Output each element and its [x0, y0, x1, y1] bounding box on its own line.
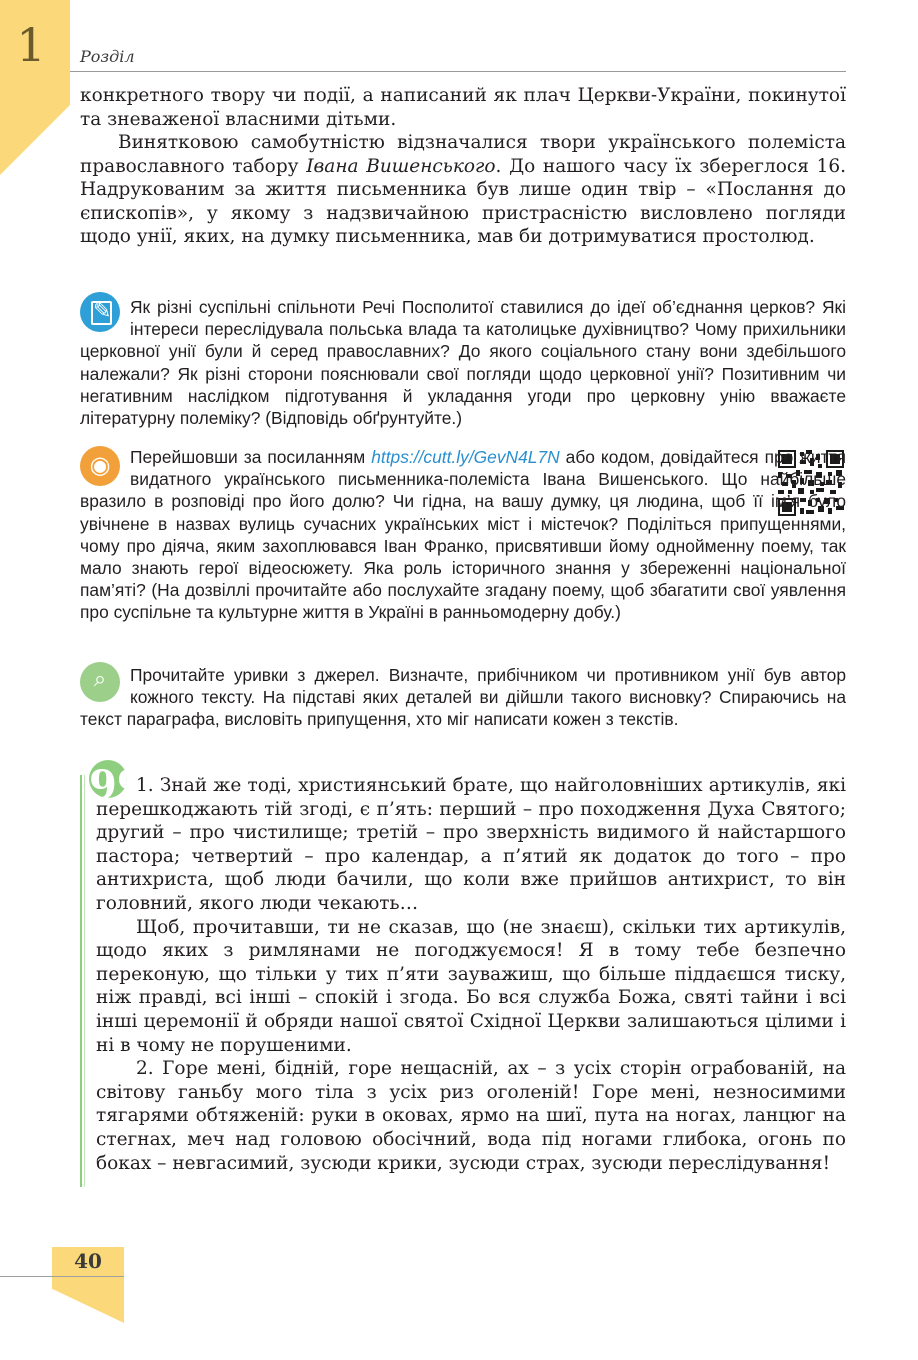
chapter-number: 1: [16, 18, 46, 72]
paragraph: Винятковою самобутністю відзначалися твори українського полеміста православного табору Івана Вишенського. До нашого часу їх збереглося 16. Надрукованим за життя письменника був лише один твір – «Послання до єпископів», у якому з надзвичайною пристрасністю висловлено погляди щодо унії, яких, на думку письменника, мав би дотримуватися простолюд.: [80, 132, 846, 247]
author-name: Івана Вишенського: [306, 155, 496, 177]
quote-paragraph: 1. Знай же тоді, християнський брате, що найголовніших артикулів, які перешкоджають тій згоді, є п’ять: перший – про походження Духа Святого; другий – про чистилище; третій – про зверхність видимого й найстаршого пастора; четвертий – про календар, а п’ятий як додаток до того – про антихриста, щоб люди бачили, що коли вже прийшов антихрист, то він головний, якого люди чекають…: [96, 775, 846, 914]
pen-icon: ✎: [80, 292, 120, 332]
quote-bar-light: [84, 775, 85, 1187]
discussion-task-text: Як різні суспільні спільноти Речі Посполитої ставилися до ідеї об’єднання церков? Які інтереси переслідувала польська влада та католицьке духівництво? Чому прихильники церковної унії були й серед православних? До якого соціального стану вони здебільшого належали? Як різні сторони пояснювали свої погляди щодо церковної унії? Позитивним чи негативним наслідком підготування й укладання угоди про церковну унію вважаєте літературну полеміку? (Відповідь обґрунтуйте.): [80, 297, 846, 429]
sources-task: [80, 664, 846, 731]
web-task: Перейшовши за посиланням https://cutt.ly/GevN4L7N або кодом, довідайтеся про життя видатного українського письменника-полеміста Івана Вишенського. Що найбільше вразило в розповіді про його долю? Чи гідна, на вашу думку, ця людина, щоб її ім’я було увічнене в назвах вулиць сучасних українських міст і містечок? Поділіться припущеннями, чому про діяча, яким захоплювався Іван Франко, присвятивши йому однойменну поему, так мало знають герої відеосюжету. Яка роль історичного знання у збереженні національної пам’яті? (На дозвіллі прочитайте або послухайте згадану поему, щоб збагатити свої уявлення про суспільне та культурне життя в Україні в ранньомодерну добу.): [80, 447, 846, 623]
discussion-task: [80, 296, 846, 429]
rss-icon: ◉: [80, 446, 120, 486]
section-label: Розділ: [80, 47, 135, 66]
sources-task-text: Прочитайте уривки з джерел. Визначте, прибічником чи противником унії був автор кожного тексту. На підставі яких деталей ви дійшли такого висновку? Спираючись на текст параграфа, висловіть припущення, хто міг написати кожен з текстів.: [80, 665, 846, 730]
quote-mark-icon: 99: [89, 762, 145, 809]
page-number: 40: [74, 1249, 102, 1273]
quote-paragraph: Щоб, прочитавши, ти не сказав, що (не знаєш), скільки тих артикулів, щодо яких з римлянами не погоджуємося! Я в тому тебе безпечно переконую, що тільки у тих п’яти зауважиш, що більше піддаєшся тиску, ніж правді, всі інші – спокій і згода. Бо вся служба Божа, святі тайни і всі інші церемонії й обряди нашої святої Східної Церкви залишаються цілими і ні в чому не порушеними.: [96, 916, 846, 1056]
quote-paragraph: 2. Горе мені, бідній, горе нещасній, ах – з усіх сторін ограбованій, на світову ганьбу мого тіла з усіх риз оголеній! Горе мені, незносимими тягарями обтяженій: руки в оковах, ярмо на шиї, пута на ногах, ланцюг на стегнах, меч над головою обосічний, вода під ногами глибока, огонь по боках – невгасимий, зусюди крики, зусюди страх, зусюди переслідування!: [96, 1058, 846, 1174]
header-divider: [70, 71, 846, 72]
source-quotes: [96, 774, 846, 1175]
video-link[interactable]: https://cutt.ly/GevN4L7N: [371, 447, 560, 467]
quote-bar: [80, 775, 82, 1187]
paragraph: конкретного твору чи події, а написаний як плач Церкви-України, покинутої та зневаженої власними дітьми.: [80, 85, 846, 130]
footer-divider: [0, 1276, 124, 1277]
magnifier-icon: ⌕: [80, 662, 120, 702]
body-text: [80, 84, 846, 249]
